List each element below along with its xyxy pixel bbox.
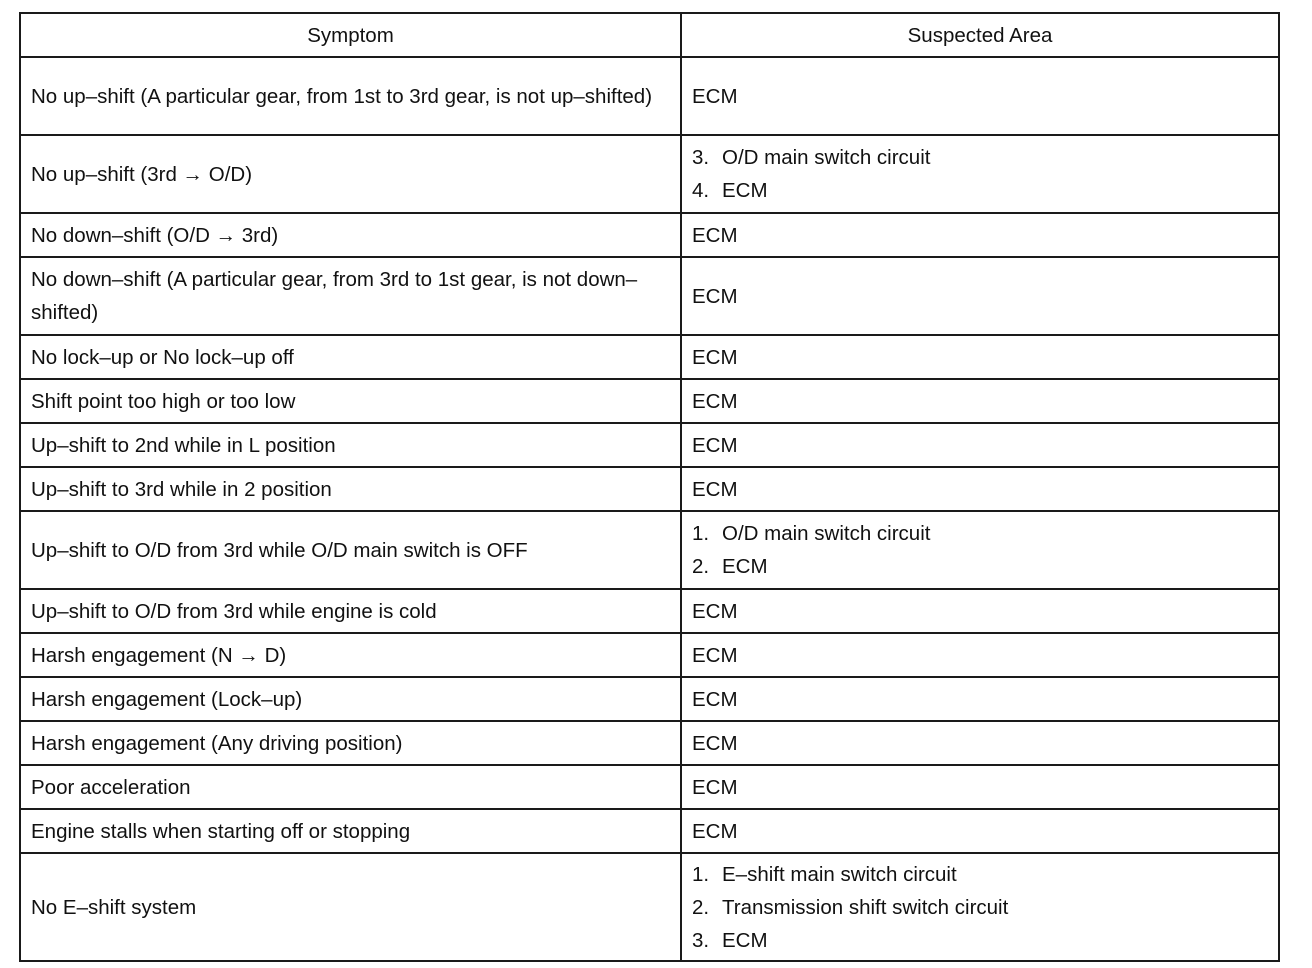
symptom-cell: Up–shift to O/D from 3rd while engine is cold [20, 589, 681, 633]
table-row [20, 213, 1279, 257]
item-number: 3. [692, 928, 710, 952]
suspected-area-column-header: Suspected Area [681, 13, 1279, 57]
suspected-area-text: ECM [692, 345, 738, 369]
suspected-area-cell [681, 379, 1279, 423]
suspected-area-item [692, 174, 1268, 207]
suspected-area-item [692, 341, 1268, 374]
suspected-area-text: ECM [692, 223, 738, 247]
suspected-area-text: ECM [692, 643, 738, 667]
symptom-cell: Up–shift to O/D from 3rd while O/D main switch is OFF [20, 511, 681, 589]
symptom-cell: No E–shift system [20, 853, 681, 961]
suspected-area-list [692, 80, 1268, 113]
table-row [20, 765, 1279, 809]
suspected-area-text: ECM [722, 928, 768, 952]
suspected-area-cell [681, 213, 1279, 257]
suspected-area-text: ECM [692, 775, 738, 799]
table-header-row [20, 13, 1279, 57]
suspected-area-text: ECM [722, 179, 768, 202]
suspected-area-cell [681, 633, 1279, 677]
suspected-area-cell [681, 257, 1279, 335]
suspected-area-cell [681, 809, 1279, 853]
suspected-area-cell [681, 135, 1279, 213]
suspected-area-list [692, 429, 1268, 462]
suspected-area-list [692, 683, 1268, 716]
table-row [20, 135, 1279, 213]
suspected-area-list [692, 639, 1268, 672]
symptom-cell: Up–shift to 2nd while in L position [20, 423, 681, 467]
suspected-area-text: ECM [692, 284, 738, 308]
item-number: 4. [692, 179, 710, 202]
suspected-area-item [692, 891, 1268, 924]
suspected-area-text: ECM [692, 819, 738, 843]
symptom-cell: Harsh engagement (N → D) [20, 633, 681, 677]
suspected-area-cell [681, 511, 1279, 589]
suspected-area-item [692, 550, 1268, 583]
suspected-area-text: O/D main switch circuit [722, 146, 931, 169]
suspected-area-list [692, 385, 1268, 418]
suspected-area-item [692, 595, 1268, 628]
suspected-area-cell [681, 423, 1279, 467]
suspected-area-text: O/D main switch circuit [722, 522, 931, 545]
symptom-cell: No down–shift (O/D → 3rd) [20, 213, 681, 257]
suspected-area-item [692, 727, 1268, 760]
suspected-area-cell [681, 853, 1279, 961]
symptom-cell: No up–shift (A particular gear, from 1st to 3rd gear, is not up–shifted) [20, 57, 681, 135]
suspected-area-text: ECM [692, 433, 738, 457]
suspected-area-text: ECM [692, 389, 738, 413]
suspected-area-item [692, 429, 1268, 462]
suspected-area-item [692, 858, 1268, 891]
symptom-cell: No up–shift (3rd → O/D) [20, 135, 681, 213]
suspected-area-text: ECM [692, 599, 738, 623]
suspected-area-cell [681, 335, 1279, 379]
suspected-area-item [692, 219, 1268, 252]
table-row [20, 589, 1279, 633]
suspected-area-text: ECM [692, 477, 738, 501]
suspected-area-list [692, 280, 1268, 313]
table-body [20, 57, 1279, 961]
suspected-area-text: E–shift main switch circuit [722, 862, 957, 886]
table-row [20, 257, 1279, 335]
symptom-table [19, 12, 1280, 962]
suspected-area-list [692, 341, 1268, 374]
table-row [20, 379, 1279, 423]
table-row [20, 721, 1279, 765]
table-row [20, 511, 1279, 589]
symptom-cell: No down–shift (A particular gear, from 3rd to 1st gear, is not down–shifted) [20, 257, 681, 335]
suspected-area-item [692, 771, 1268, 804]
symptom-cell: Poor acceleration [20, 765, 681, 809]
item-number: 1. [692, 862, 710, 886]
suspected-area-list [692, 595, 1268, 628]
suspected-area-item [692, 815, 1268, 848]
symptom-cell: No lock–up or No lock–up off [20, 335, 681, 379]
suspected-area-cell [681, 677, 1279, 721]
table-row [20, 809, 1279, 853]
symptom-cell: Shift point too high or too low [20, 379, 681, 423]
suspected-area-list [692, 219, 1268, 252]
suspected-area-list [692, 858, 1268, 957]
suspected-area-item [692, 80, 1268, 113]
suspected-area-item [692, 280, 1268, 313]
item-number: 3. [692, 146, 710, 169]
suspected-area-text: Transmission shift switch circuit [722, 895, 1009, 919]
suspected-area-list [692, 517, 1268, 583]
suspected-area-text: ECM [692, 731, 738, 755]
suspected-area-list [692, 771, 1268, 804]
table-row [20, 335, 1279, 379]
suspected-area-item [692, 141, 1268, 174]
suspected-area-cell [681, 57, 1279, 135]
symptom-cell: Engine stalls when starting off or stopping [20, 809, 681, 853]
suspected-area-item [692, 385, 1268, 418]
suspected-area-cell [681, 721, 1279, 765]
suspected-area-list [692, 815, 1268, 848]
table-row [20, 677, 1279, 721]
suspected-area-item [692, 924, 1268, 957]
table-row [20, 467, 1279, 511]
item-number: 2. [692, 555, 710, 578]
table-row [20, 853, 1279, 961]
table-row [20, 423, 1279, 467]
suspected-area-item [692, 639, 1268, 672]
item-number: 1. [692, 522, 710, 545]
suspected-area-item [692, 517, 1268, 550]
suspected-area-item [692, 473, 1268, 506]
suspected-area-cell [681, 467, 1279, 511]
suspected-area-list [692, 141, 1268, 207]
symptom-cell: Up–shift to 3rd while in 2 position [20, 467, 681, 511]
suspected-area-text: ECM [722, 555, 768, 578]
suspected-area-item [692, 683, 1268, 716]
suspected-area-cell [681, 765, 1279, 809]
item-number: 2. [692, 895, 710, 919]
table-row [20, 633, 1279, 677]
symptom-column-header: Symptom [20, 13, 681, 57]
suspected-area-text: ECM [692, 687, 738, 711]
suspected-area-list [692, 473, 1268, 506]
suspected-area-text: ECM [692, 84, 738, 108]
suspected-area-cell [681, 589, 1279, 633]
symptom-cell: Harsh engagement (Lock–up) [20, 677, 681, 721]
table-row [20, 57, 1279, 135]
suspected-area-list [692, 727, 1268, 760]
symptom-cell: Harsh engagement (Any driving position) [20, 721, 681, 765]
